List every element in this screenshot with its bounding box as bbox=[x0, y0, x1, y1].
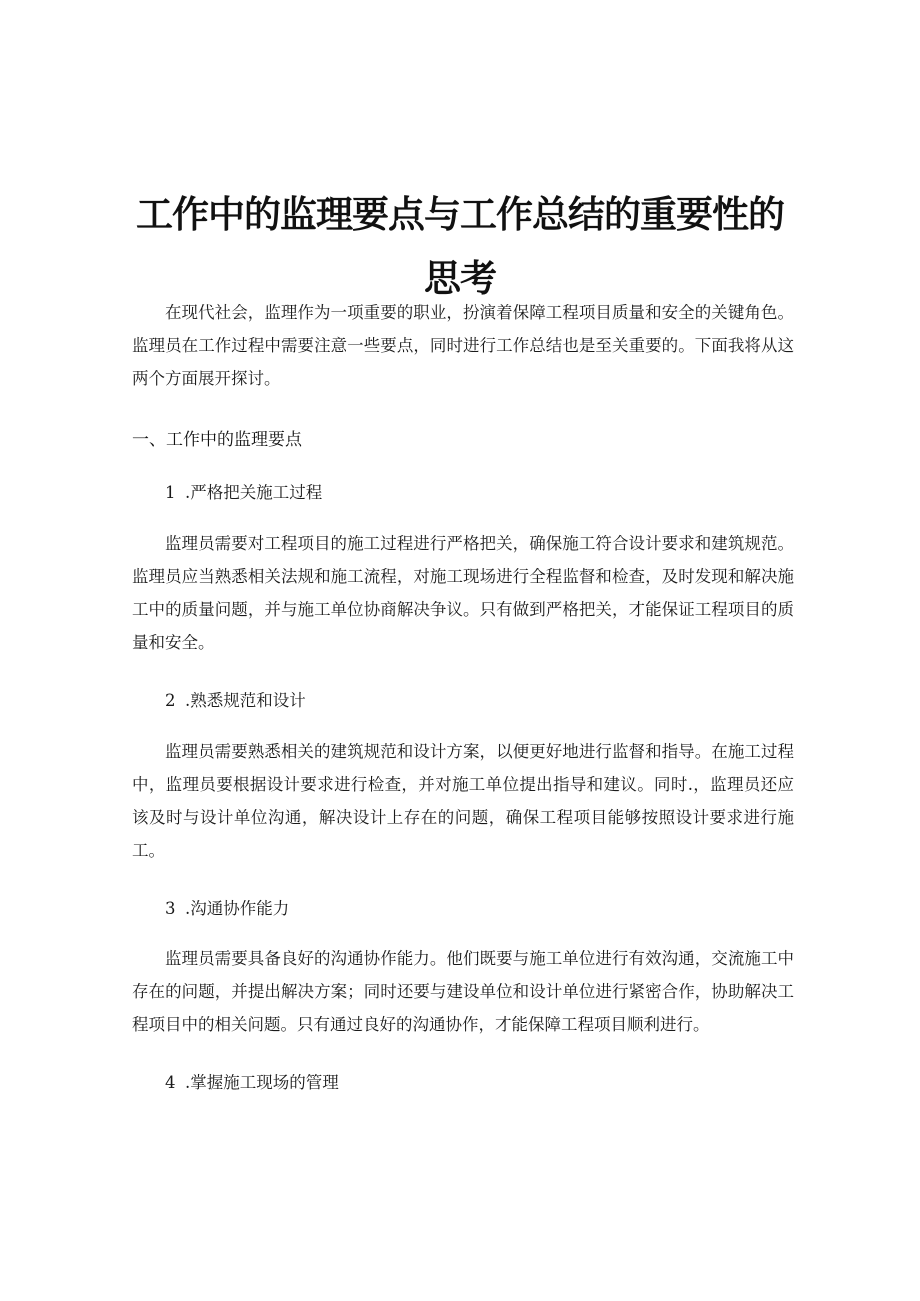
item-number: 3 bbox=[165, 899, 176, 918]
item-heading-3 bbox=[165, 894, 785, 924]
section-heading: 一、工作中的监理要点 bbox=[132, 430, 302, 450]
item-title: .严格把关施工过程 bbox=[185, 483, 323, 502]
item-heading-4 bbox=[165, 1068, 785, 1098]
item-title: .掌握施工现场的管理 bbox=[185, 1073, 339, 1092]
item-paragraph-1: 监理员需要对工程项目的施工过程进行严格把关，确保施工符合设计要求和建筑规范。监理员应当熟悉相关法规和施工流程，对施工现场进行全程监督和检查，及时发现和解决施工中的质量问题，并与施工单位协商解决争议。只有做到严格把关，才能保证工程项目的质量和安全。 bbox=[132, 534, 794, 652]
item-heading-2 bbox=[165, 686, 785, 716]
item-number: 1 bbox=[165, 483, 176, 502]
item-title: .沟通协作能力 bbox=[185, 899, 290, 918]
item-paragraph-3: 监理员需要具备良好的沟通协作能力。他们既要与施工单位进行有效沟通，交流施工中存在的问题，并提出解决方案；同时还要与建设单位和设计单位进行紧密合作，协助解决工程项目中的相关问题。只有通过良好的沟通协作，才能保障工程项目顺利进行。 bbox=[132, 949, 794, 1034]
item-number: 4 bbox=[165, 1073, 176, 1092]
item-title: .熟悉规范和设计 bbox=[185, 691, 306, 710]
document-title: 工作中的监理要点与工作总结的重要性的思考 bbox=[136, 192, 784, 300]
item-paragraph-2: 监理员需要熟悉相关的建筑规范和设计方案，以便更好地进行监督和指导。在施工过程中，监理员要根据设计要求进行检查，并对施工单位提出指导和建议。同时.，监理员还应该及时与设计单位沟通，解决设计上存在的问题，确保工程项目能够按照设计要求进行施工。 bbox=[132, 742, 794, 860]
intro-paragraph: 在现代社会，监理作为一项重要的职业，扮演着保障工程项目质量和安全的关键角色。监理员在工作过程中需要注意一些要点，同时进行工作总结也是至关重要的。下面我将从这两个方面展开探讨。 bbox=[132, 303, 794, 388]
item-heading-1 bbox=[165, 478, 785, 508]
item-number: 2 bbox=[165, 691, 176, 710]
